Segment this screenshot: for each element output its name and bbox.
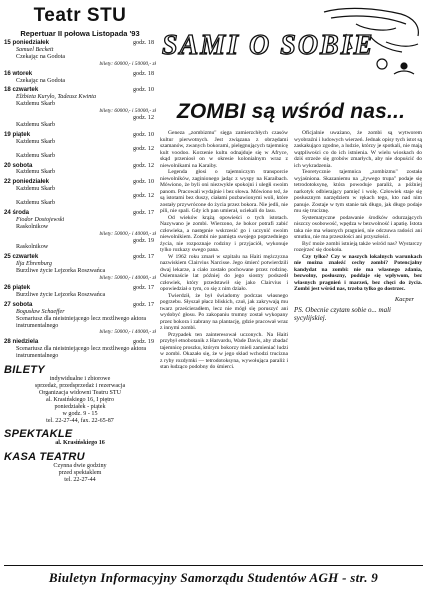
event-time: godz. 12 [133,193,154,200]
footer-title: Biuletyn Informacyjny Samorządu Studentów AGH - str. 9 [48,570,379,585]
event-time: godz. 10 [133,87,154,94]
performances-info [4,440,156,447]
schedule-entry [4,40,156,68]
event-time: godz. 17 [133,301,154,308]
schedule-list [4,40,156,360]
event-date: 18 czwartek [4,86,39,94]
theatre-title: Teatr STU [33,5,127,26]
event-time: godz. 19 [133,237,154,244]
article-column-1 [160,130,288,555]
event-title: Scenariusz dla nieistniejącego lecz możliwego aktora instrumentalnego [16,346,147,360]
event-date: 15 poniedziałek [4,39,50,46]
article-paragraph: Twierdził, że był świadomy podczas własnego pogrzebu. Słyszał płacz bliskich, czuł, jak zakrywają mu twarz prześcieradłem, lecz nie mógł się poruszyć ani wydobyć głosu. Po zakopaniu trumny został wykopany przez bokora i zabrany na plantację, gdzie pracował wraz z innymi zombi. [160,292,288,331]
schedule-entry [4,115,156,129]
event-author: Elżbieta Kuryło, Tadeusz Kwinta [16,94,97,101]
event-time: godz. 17 [133,209,154,216]
schedule-entry-header [4,71,156,78]
tickets-info-line: Organizacja widowni Teatru STU [38,389,122,396]
tickets-info [4,376,156,424]
event-ticket-prices: bilety: 60000,- i 50000,- zł [99,60,156,67]
event-title: Każdemu Skarb [16,121,56,128]
theatre-repertoire [4,4,156,564]
event-date: 25 czwartek [4,253,39,261]
schedule-entry-header [4,193,156,200]
schedule-entry-header [4,179,156,186]
schedule-entry-header [4,115,156,122]
schedule-entry-header [4,87,156,94]
event-date: 20 sobota [4,161,33,169]
event-title: Każdemu Skarb [16,169,56,176]
article-paragraph: Systematyczne podawanie środków odurzających niszczy osobowość, wpędza w bezwolność i apatię. Istota taka nie ma własnych pragnień, nie odczuwa radości ani smutku, nie ma przeszłości ani przyszłości. [294,214,422,240]
event-time: godz. 19 [133,339,154,346]
event-title: Każdemu Skarb [16,186,56,193]
event-date: 26 piątek [4,284,31,291]
schedule-entry [4,146,156,160]
article-paragraph: Przypadek ten zainteresował uczonych. Na Haiti przybył etnobotanik z Harvardu, Wade Davis, aby zbadać tajemnicę proszku, którym bokorzy mieli zamieniać ludzi w zombi. Okazało się, że w jego skład wchodzi trucizna z ryby rozdymki — tetrodotoksyna, wywołująca paraliż i stan łudząco podobny do śmierci. [160,331,288,370]
schedule-entry [4,71,156,85]
event-time: godz. 18 [133,40,154,46]
event-author: Ilja Ehrenburg [16,261,52,268]
box-office-info-line: Czynna dwie godziny [53,463,107,470]
event-time: godz. 12 [133,162,154,169]
performances-info-line: al. Krasińskiego 16 [55,440,105,447]
event-date: 22 poniedziałek [4,178,50,186]
article-headline: ZOMBI są wśród nas... [176,100,406,123]
tickets-info-line: al. Krasińskiego 16, I piętro [45,396,115,403]
event-title: Burzliwe życie Lejzorka Roszwańca [16,291,106,298]
event-date: 28 niedziela [4,338,39,346]
article-paragraph: Teoretycznie tajemnica „zombizmu" została wyjaśniona. Skazaniemu na „żywego trupa" podaje się tetrodotoksynę, która powoduje paraliż, a później narkotyk odbierający pamięć i wolę. Człowiek staje się posłusznym narzędziem w rękach tego, kto nad nim panuje. Zostaje w tym stanie tak długo, jak długo podaje mu się truciznę. [294,169,422,214]
schedule-entry-header [4,146,156,153]
article-paragraph: Być może zombi istnieją także wśród nas? Wystarczy rozejrzeć się dookoła. [294,240,422,253]
tickets-info-line: w godz. 9 - 15 [62,410,98,417]
schedule-entry-header [4,302,156,309]
schedule-entry [4,302,156,337]
schedule-entry [4,339,156,360]
schedule-entry-header [4,339,156,346]
article-column-2 [294,130,422,590]
event-time: godz. 12 [133,145,154,152]
event-date: 16 wtorek [4,69,33,77]
schedule-entry [4,132,156,146]
article-paragraph: W 1962 roku zmarł w szpitalu na Haiti mężczyzna nazwiskiem Clairvius Narcisse. Jego śmierć potwierdzili dwaj lekarze, a ciało zostało pochowane przez rodzinę. Osiemnaście lat później do jego siostry podszedł człowiek, który przedstawił się jako Clairvius i opowiedział o tym, co się z nim działo. [160,253,288,292]
event-author: Bogusław Schaeffer [16,308,65,315]
schedule-entry [4,238,156,252]
schedule-entry [4,179,156,193]
event-title: Raskolnikow [16,223,49,230]
article-paragraph: Oficjalnie uważano, że zombi są wytworem wyobraźni i ludowych wierzeń. Jednak opisy tych istot są zaskakująco zgodne, a ludzie, którzy je spotkali, nie mają wątpliwości co do ich istnienia. W wielu wioskach do dziś strzeże się grobów zmarłych, aby nie dopuścić do ich wykradzenia. [294,130,422,169]
event-author: Fiodor Dostojewski [16,216,65,223]
banner-title: SAMI O SOBIE [162,30,375,61]
event-author: Samuel Beckett [16,46,54,53]
box-office-heading: KASA TEATRU [4,451,85,464]
event-date: 24 środa [4,208,30,216]
author-signature: Kacper [394,295,414,303]
schedule-entry [4,87,156,115]
postscript: PS. Obecnie czytam sobie o... mali sycylijskiej. [294,306,392,322]
schedule-entry-header [4,132,156,139]
tickets-info-line: poniedziałek - piątek [54,403,106,410]
event-date: 19 piątek [4,130,31,138]
schedule-entry-header [4,285,156,292]
event-title: Raskolnikow [16,244,49,251]
event-time: godz. 12 [133,115,154,122]
event-time: godz. 18 [133,70,154,77]
tickets-heading: BILETY [4,364,45,377]
event-title: Każdemu Skarb [16,101,56,108]
event-time: godz. 10 [133,131,154,138]
sami-o-sobie-banner [156,4,424,82]
event-title: Burzliwe życie Lejzorka Roszwańca [16,268,106,275]
event-title: Scenariusz dla nieistniejącego lecz możliwego aktora instrumentalnego [16,315,147,329]
article-paragraph: Od wieków krążą opowieści o tych istotach. Nazywano je zombi. Wierzono, że bokor potrafi zabić człowieka, a następnie wskrzesić go i uczynić swoim niewolnikiem. Zombi nie pamięta swojego poprzedniego życia, nie rozpoznaje rodziny i przyjaciół, wykonuje tylko rozkazy swego pana. [160,214,288,253]
article-column-2-text [294,130,422,293]
event-ticket-prices: bilety: 60000,- i 50000,- zł [99,108,156,115]
event-ticket-prices: bilety: 50000,- i 40000,- zł [99,329,156,336]
article-paragraph: Legenda głosi o tajemniczym transporcie niewolników, zaginionego jadąc z wyspy na Karaibach. Mówiono, że byli oni niezwykle spokojni i uległi swoim panom. Pracowali wydajnie i bez słowa. Mówiono też, że są istotami bez duszy, ciałami pozbawionymi woli, które zostały przywrócone do życia przez bokora. Nie jedli, nie pili, nie spali. Gdy ich pan umierał, uciekali do lasu. [160,169,288,214]
event-time: godz. 10 [133,179,154,186]
footer-divider [4,565,423,566]
event-title: Każdemu Skarb [16,152,56,159]
event-date: 27 sobota [4,300,33,308]
schedule-entry [4,254,156,282]
tickets-info-line: sprzedaż, przedsprzedaż i rezerwacja [34,382,126,389]
box-office-info-line: przed spektaklem [58,470,102,477]
event-title: Czekając na Godota [16,77,66,84]
event-title: Każdemu Skarb [16,138,56,145]
schedule-entry-header [4,254,156,261]
schedule-entry [4,285,156,299]
schedule-entry-header [4,210,156,217]
article-paragraph: Geneza „zombizmu" sięga zamierzchłych czasów kultur pierwotnych. Jest związana z obrzędami szamanów, zwanych bokorami, pielęgnujących tajemnicę kult voodoo. Korzenie kultu odnajduje się w Afryce, skąd przeniosł on w okresie kolonialnym wraz z niewolnikami na Karaiby. [160,130,288,169]
event-ticket-prices: bilety: 50000,- i 40000,- zł [99,275,156,282]
schedule-entry-header [4,163,156,170]
repertoire-subtitle: Repertuar II połowa Listopada '93 [20,29,140,38]
performances-heading: SPEKTAKLE [4,428,73,441]
tickets-info-line: tel. 22-27-44, fax. 22-65-87 [46,417,114,424]
tickets-info-line: indywidualne i zbiorowe [49,376,111,383]
schedule-entry [4,193,156,207]
article-paragraph: Czy tylko? Czy w naszych lokalnych warunkach nie można znaleźć cechy zombi? Potencjalny kandydat na zombi: nie ma własnego zdania, bezwolny, posłuszny, poddaje się wpływom, bez własnych pragnień i marzeń, bez chęci do życia. Zombi jest wśród nas, trzeba tylko go dostrzec. [294,253,422,292]
schedule-entry [4,163,156,177]
schedule-entry [4,210,156,238]
box-office-info-line: tel. 22-27-44 [64,477,96,484]
event-time: godz. 17 [133,254,154,261]
event-time: godz. 17 [133,285,154,291]
box-office-info [4,463,156,484]
event-title: Każdemu Skarb [16,200,56,207]
event-title: Czekając na Godota [16,53,66,60]
schedule-entry-header [4,40,156,47]
event-ticket-prices: bilety: 50000,- i 40000,- zł [99,230,156,237]
schedule-entry-header [4,238,156,245]
